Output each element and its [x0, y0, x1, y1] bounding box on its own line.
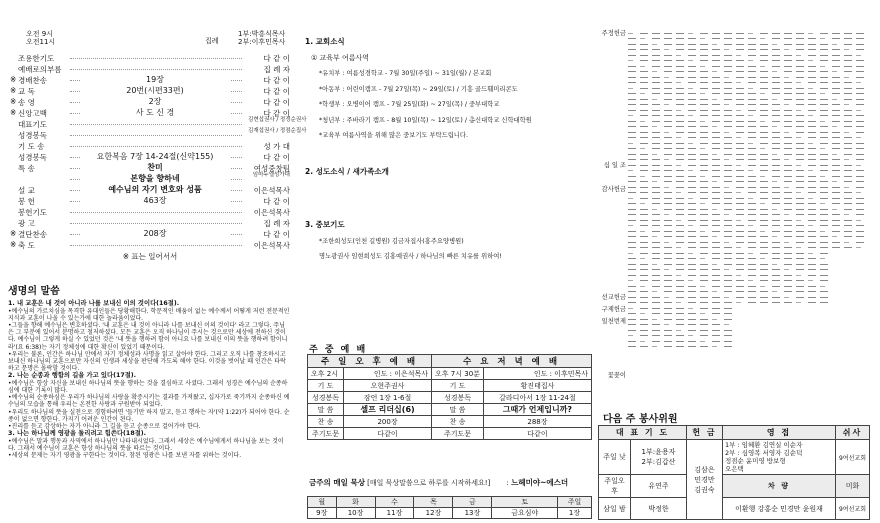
sunday-role-label: 말 씀: [308, 404, 344, 416]
reading-chapter: 1장: [558, 508, 592, 519]
reading-chapter: 12장: [414, 508, 453, 519]
offering-category: 선교헌금: [601, 294, 626, 301]
wednesday-role-value: 288장: [483, 416, 591, 428]
worship-item-person: 다 같 이: [263, 153, 290, 162]
sunday-leader: 인도 : 이은석목사: [344, 368, 432, 380]
servants-header-prayer: 대 표 기 도: [599, 426, 687, 440]
worship-item-person: 여성중창팀: [253, 164, 290, 173]
servants-prayer-1: 1부:윤용자 2부:김갑산: [631, 440, 687, 475]
wednesday-time: 오후 7시 30분: [432, 368, 484, 380]
offering-name-column: [700, 28, 712, 383]
news-item: *청년부 : 주바라기 캠프 - 8월 10일(목) ~ 12일(토) / 총신대학교 신학대학원: [319, 116, 532, 124]
worship-item: [10, 228, 290, 239]
sermon-paragraph: •우리도 하나님의 뜻을 실천으로 경험하려면 '들기만 하지 말고, 듣고 행하는 자'(약 1:22)가 되어야 한다. 순종이 없으면 향한다. 가지기 어려운 인간이 된다.: [8, 408, 290, 423]
offering-name-column: [628, 28, 640, 383]
worship-item-person: 김재섭권사 / 정점순집사: [248, 128, 307, 134]
sunday-role-value: 셀프 리더십(6): [344, 404, 432, 416]
worship-item-name: 성경봉독: [18, 131, 47, 140]
offering-name-column: [736, 28, 748, 383]
reading-chapter: 10장: [336, 508, 375, 519]
worship-item-person: 이은석목사: [253, 241, 290, 250]
offering-name-column: [772, 28, 784, 383]
sermon-paragraph: •진리를 듣고 감상하는 자가 아니라 그 길을 듣고 순종으로 걸어가야 한다.: [8, 423, 201, 431]
sermon-paragraph: •예수님은 항상 자신을 보내신 하나님의 뜻을 행하는 것을 결심하고 사셨다. 그래서 성경은 예수님의 순종하심에 대한 기록이 많다.: [8, 379, 288, 395]
worship-item-name: 축 도: [18, 241, 35, 250]
sermon-paragraph: •세상의 문제는 자기 영광을 구한다는 것이다. 참된 영광은 나를 보낸 자를 위하는 것이다.: [8, 452, 242, 460]
offering-list: [598, 28, 880, 383]
sunday-role-value: 잠언 1장 1-6절: [344, 392, 432, 404]
offering-name-column: [820, 28, 832, 383]
worship-item-person: 이은석목사: [253, 208, 290, 217]
leader-dots: [70, 223, 242, 224]
offering-category: 감사헌금: [601, 186, 626, 193]
news-item: *학생부 : 오병이어 캠프 - 7월 25일(화) ~ 27일(목) / 중부대학교: [319, 101, 500, 108]
sunday-role-label: 성경봉독: [308, 392, 344, 404]
wednesday-role-label: 말 씀: [432, 404, 484, 416]
servants-header-offering: 헌 금: [686, 426, 722, 440]
sunday-role-label: 찬 송: [308, 416, 344, 428]
servants-header-usher: 영 접: [722, 426, 835, 440]
worship-item-person: 다 같 이: [263, 76, 290, 85]
leader-label: 집례: [205, 37, 219, 45]
sermon-point-heading: 1. 내 교훈은 내 것이 아니라 나를 보내신 이의 것이다(16절).: [8, 300, 180, 307]
wednesday-role-label: 찬 송: [432, 416, 484, 428]
worship-header: [10, 30, 290, 52]
worship-item-detail: 208장: [80, 228, 230, 239]
offering-name-column: [640, 28, 652, 383]
offering-category: 십 일 조: [603, 162, 626, 169]
sermon-paragraph: •예수님의 가르치심을 목격한 유대인들은 당황해한다. 학문적인 배움이 없는 예수께서 어떻게 저런 전문적인 지식과 교훈이 나올 수 있는가에 대한 놀라움이었다.: [8, 307, 290, 322]
worship-item: [10, 151, 290, 162]
sunday-afternoon-header: 주 일 오 후 예 배: [308, 355, 432, 368]
worship-item: [10, 239, 290, 250]
reading-chapter: 9장: [308, 508, 337, 519]
daily-meditation: 금주의 매일 묵상 [매일 묵상말씀으로 하루를 시작하세요!] : 느헤미야~에스더: [309, 478, 569, 487]
wednesday-evening-header: 수 요 저 녁 예 배: [432, 355, 592, 368]
weekday-worship-table: [307, 354, 592, 440]
servants-header-note: 쉬사: [836, 426, 870, 440]
offering-category: 구제헌금: [601, 306, 626, 313]
leader-dots: [70, 58, 242, 59]
news-heading: 3. 중보기도: [305, 219, 345, 229]
worship-item-person: 다 같 이: [263, 197, 290, 206]
servants-table: [598, 425, 870, 520]
worship-item-person: 다 같 이: [263, 230, 290, 239]
leader-2: 2부:이후민목사: [238, 38, 286, 46]
order-of-worship: [10, 30, 307, 280]
offering-name-column: [724, 28, 736, 383]
worship-item: [10, 195, 290, 206]
news-item: *유치부 : 여름성경학교 - 7월 30일(주일) ~ 31일(월) / 본교회: [319, 70, 492, 77]
worship-item: [10, 217, 290, 228]
worship-item: [10, 128, 307, 140]
worship-item-person: 집 례 자: [263, 65, 290, 74]
offering-name-column: [688, 28, 700, 383]
servants-prayer-2: 유연주: [631, 475, 687, 498]
news-heading: 1. 교회소식: [305, 37, 345, 46]
wednesday-role-label: 주기도문: [432, 428, 484, 440]
servants-usher-1: 1부 : 임혜환 김연실 이순자 2부 : 심영복 서영자 김순덕 정점순 윤미영 방보형 오은택: [722, 440, 835, 475]
worship-item-name: 송 영: [18, 98, 35, 107]
servants-note-1: 9여선교회: [836, 440, 870, 475]
offering-name-column: [796, 28, 808, 383]
worship-item-name: 특 송: [18, 164, 35, 173]
offering-category: 꽃꽂이: [607, 372, 626, 379]
reading-day: 금: [453, 497, 492, 508]
wednesday-role-value: 황진태집사: [483, 380, 591, 392]
offering-name-column: [844, 28, 856, 383]
worship-time-2: 오전11시: [26, 38, 56, 46]
reading-chapter: 금요심야: [492, 508, 558, 519]
leader-dots: [70, 146, 242, 147]
sunday-role-value: 다같이: [344, 428, 432, 440]
worship-item: [10, 52, 290, 63]
worship-item-detail: 2장: [80, 96, 230, 107]
servants-prayer-3: 박정한: [631, 498, 687, 520]
wednesday-leader: 인도 : 이후민목사: [483, 368, 591, 380]
sunday-role-value: 오현주권사: [344, 380, 432, 392]
worship-item-name: 교 독: [18, 87, 35, 96]
news-heading: 2. 성도소식 / 새가족소개: [305, 166, 389, 176]
worship-item-detail: 본향을 향하네: [80, 173, 230, 184]
meditation-title: 금주의 매일 묵상: [309, 478, 365, 487]
worship-leaders: [238, 30, 285, 46]
worship-item-name: 결단찬송: [18, 230, 47, 239]
sermon-title: 생명의 말씀: [8, 286, 60, 297]
worship-items: [10, 52, 307, 250]
leader-dots: [70, 69, 242, 70]
worship-item: [10, 162, 290, 173]
worship-item-person: 이은석목사: [253, 186, 290, 195]
wednesday-role-label: 기 도: [432, 380, 484, 392]
offering-name-column: [832, 28, 844, 383]
offering-name-column: [664, 28, 676, 383]
worship-item: [10, 173, 290, 184]
worship-item: [10, 206, 290, 217]
wednesday-role-value: 갈라디아서 1장 11-24절: [483, 392, 591, 404]
servants-car-label: 차 량: [722, 475, 835, 498]
worship-item-name: 광 고: [18, 219, 35, 228]
news-item: *조한희성도(인천 길병원) 김금자집사(홍주요양병원): [319, 237, 464, 245]
sermon-body: [8, 300, 290, 459]
news-item: *아동부 : 어린이캠프 - 7월 27일(목) ~ 29일(토) / 기흥 골드훼미리콘도: [319, 85, 518, 93]
stand-mark: ※: [10, 240, 17, 249]
meditation-book: 느헤미야~에스더: [511, 478, 569, 487]
leader-dots: [70, 245, 242, 246]
worship-item-name: 경배찬송: [18, 76, 47, 85]
worship-item-person: 성 가 대: [263, 142, 290, 151]
wednesday-role-value: 그때가 언제입니까?: [483, 404, 591, 416]
sermon-point-heading: 2. 나는 순종과 행함의 길을 가고 있다(17절).: [8, 372, 137, 380]
worship-item-detail: 463장: [80, 195, 230, 206]
news-item: *교육부 여름사역을 위해 많은 중보기도 부탁드립니다.: [319, 132, 468, 139]
worship-item: [10, 184, 290, 195]
reading-day: 목: [414, 497, 453, 508]
offering-category: 일천번제: [601, 318, 626, 325]
servants-meal-label: 미화: [836, 475, 870, 498]
stand-note: ※ 표는 일어서서: [122, 252, 178, 261]
offering-names-grid: [628, 28, 876, 383]
servants-usher-3: 이환행 강홍순 민경만 윤원재: [722, 498, 835, 520]
servants-service-2: 주일오후: [599, 475, 631, 498]
worship-item-detail: 사 도 신 경: [80, 107, 230, 118]
wednesday-role-value: 다같이: [483, 428, 591, 440]
worship-item-person: 임마누엘성가대: [246, 173, 290, 179]
reading-day: 수: [375, 497, 414, 508]
worship-item-detail: 20번(시편33편): [80, 85, 230, 96]
worship-item-name: 신앙고백: [18, 109, 47, 118]
worship-item-name: 기 도 송: [18, 142, 45, 151]
bible-reading-table: [307, 496, 592, 519]
worship-time-1: 오전 9시: [26, 30, 53, 38]
reading-day: 월: [308, 497, 337, 508]
worship-item-detail: 찬미: [80, 162, 230, 173]
leader-1: 1부:박흥식목사: [238, 30, 286, 38]
stand-mark: ※: [10, 86, 17, 95]
offering-name-column: [748, 28, 760, 383]
worship-item-name: 봉헌기도: [18, 208, 47, 217]
leader-dots: [70, 135, 242, 136]
worship-item-name: 성경봉독: [18, 153, 47, 162]
reading-day: 토: [492, 497, 558, 508]
church-news: [305, 36, 595, 296]
leader-dots: [70, 212, 242, 213]
reading-day: 화: [336, 497, 375, 508]
worship-item-name: 예배로의부름: [18, 65, 62, 74]
offering-name-column: [784, 28, 796, 383]
worship-item-detail: 19장: [80, 74, 230, 85]
reading-chapter: 13장: [453, 508, 492, 519]
sermon-paragraph: •우리는 불론, 인간은 하나님 안에서 자기 정체성과 사명을 읽고 살아야 한다. 그리고 오직 나를 창조하시고 보내신 하나님의 교훈으로만 자신의 인생과 세상을 판단해 가도록 해야 한다. 이것을 벗어날 때 인간은 타락하고 문명은 몰락할 것이다.: [8, 350, 286, 373]
sunday-role-label: 기 도: [308, 380, 344, 392]
worship-item-person: 다 같 이: [263, 109, 290, 118]
stand-mark: ※: [10, 75, 17, 84]
worship-item-person: 다 같 이: [263, 87, 290, 96]
servants-title: 다음 주 봉사위원: [603, 414, 678, 425]
sunday-role-label: 주기도문: [308, 428, 344, 440]
servants-note-3: 9여선교회: [836, 498, 870, 520]
offering-name-column: [712, 28, 724, 383]
worship-item: [10, 74, 290, 85]
sermon-paragraph: •예수님의 순종하심은 우리가 하나님의 사랑을 확증시키는 결과를 가져왔고, 십자가로 죽기까지 순종하신 예수님의 모습을 통해 우리는 온전한 사랑과 구원받아 되었다.: [8, 394, 290, 409]
servants-offering-names: 김삼은 민경만 김권숙: [686, 440, 722, 520]
stand-mark: ※: [10, 229, 17, 238]
worship-item: [10, 140, 290, 151]
offering-category: 주정헌금: [601, 30, 626, 37]
offering-name-column: [808, 28, 820, 383]
offering-name-column: [856, 28, 868, 383]
news-item: 명노광권사 임현희성도 김홍예권사 / 하나님의 빠른 치유를 위하여!: [319, 253, 502, 260]
sermon-notes: [8, 282, 290, 518]
reading-chapter: 11장: [375, 508, 414, 519]
offering-name-column: [676, 28, 688, 383]
worship-times: [26, 30, 55, 46]
worship-item: [10, 63, 290, 74]
worship-item-name: 대표기도: [18, 120, 47, 129]
servants-service-1: 주일 낮: [599, 440, 631, 475]
worship-item-detail: 예수님의 자기 변호와 성품: [80, 184, 230, 195]
offering-name-column: [652, 28, 664, 383]
worship-item-name: 봉 헌: [18, 197, 35, 206]
worship-item-name: 설 교: [18, 186, 35, 195]
worship-item: [10, 96, 290, 107]
weekday-worship-title: 주 중 예 배: [309, 345, 368, 355]
leader-dots: [70, 124, 242, 125]
sermon-point-heading: 3. 나는 하나님께 영광을 돌리려고 힘쓴다(18절).: [8, 430, 147, 438]
sunday-role-value: 200장: [344, 416, 432, 428]
servants-service-3: 삼일 밤: [599, 498, 631, 520]
worship-item-detail: 요한복음 7장 14-24절(신약155): [80, 151, 230, 162]
sunday-time: 오후 2시: [308, 368, 344, 380]
sermon-paragraph: •그들을 향해 예수님은 변호하셨다. '내 교훈은 내 것이 아니라 나를 보내신 이의 것이다' 라고 그렇다. 주님은 그 부분에 있어서 분명하고 철저하셨다. 모든 교훈은 오직 하나님이 주시는 것으로만 세상에 전하신 것이다. 예수님이 그렇게 하실 수 있었던 것은 '내 뜻을 행하려 함이 아니요 나를 보내신 이의 뜻을 행하려 함이니라'(요 6:38)는 자기 정체성에 대한 확신이 있었기 때문이다.: [8, 321, 288, 351]
worship-item-person: 다 같 이: [263, 54, 290, 63]
stand-mark: ※: [10, 97, 17, 106]
offering-name-column: [760, 28, 772, 383]
meditation-desc: [매일 묵상말씀으로 하루를 시작하세요!]: [367, 479, 491, 487]
news-subheading: ① 교육부 여름사역: [311, 54, 370, 62]
reading-day: 주일: [558, 497, 592, 508]
stand-mark: ※: [10, 108, 17, 117]
sermon-paragraph: •예수님은 말과 행동과 사역에서 하나님만 나타내시었다. 그래서 세상은 예수님에게서 하나님을 보는 것이다. 그래서 예수님이 교훈은 항상 하나님의 뜻을 따르는 것이다.: [8, 437, 284, 452]
worship-item-person: 김현섭권사 / 정정순권사: [248, 117, 307, 123]
worship-item-person: 다 같 이: [263, 98, 290, 107]
worship-item: [10, 85, 290, 96]
worship-item-person: 집 례 자: [263, 219, 290, 228]
wednesday-role-label: 성경봉독: [432, 392, 484, 404]
worship-item-name: 조용한기도: [18, 54, 55, 63]
